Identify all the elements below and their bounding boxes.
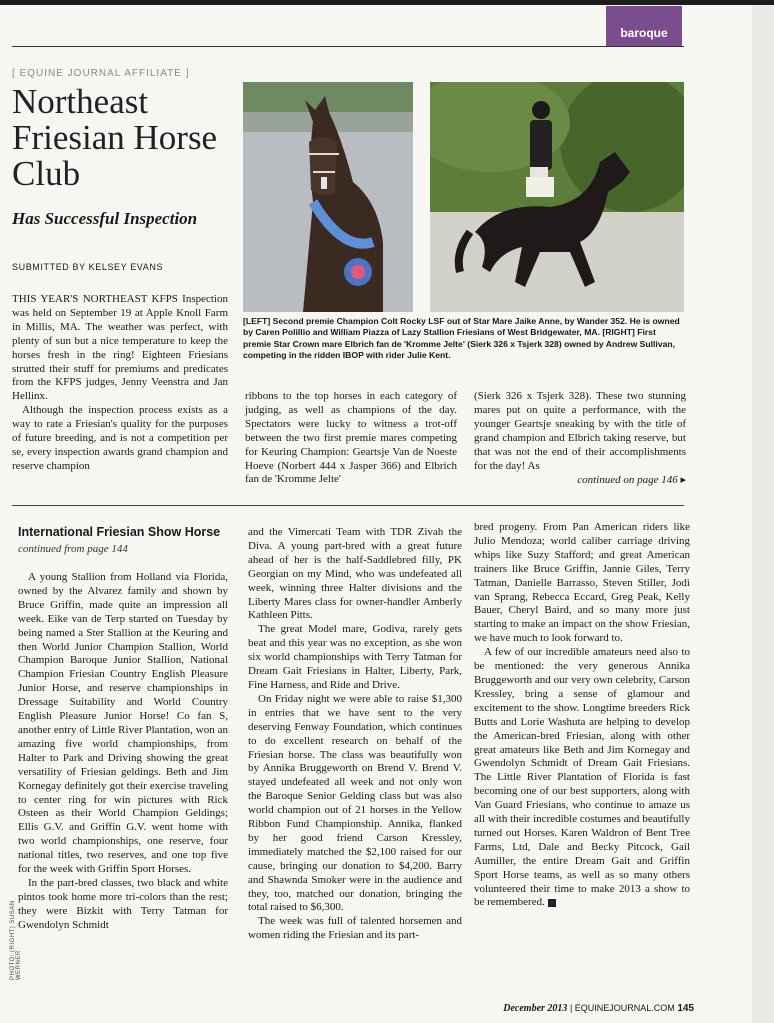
story-paragraph: In the part-bred classes, two black and white pintos took home more tri-colors than the rest; they were Bizkit with Terry Tatman for Gwendolyn Schmidt: [18, 876, 228, 931]
section-tab: baroque: [606, 6, 682, 46]
story-paragraph: A young Stallion from Holland via Florida, owned by the Alvarez family and shown by Bruce Griffin, made quite an impression all week. Eike van de Terp started on Tuesday by being named a Ster Stallion at the Keuring and then World Junior Champion Stallion, World Champion Baroque Junior Stallion, National Champion Friesian Country English Pleasure Junior Horse, and reserve championships in Dressage Suitability and World Country English Pleasure Junior Horse! Co fan S, another entry of Little River Plantation, won an amazing five world championships, from Halter to Park and Driving showing the great versatility of Friesian geldings. Beth and Jim Kornegay definitely got their exercise traveling to center ring for win pictures with Rick Osteen as their World Champion Geldings; Ellis G.V. and Griffin G.V. went home with two world championships, one reserve, four national titles, two reserves, and one top five for the week with Griffin Sport Horses.: [18, 571, 228, 876]
article-paragraph: (Sierk 326 x Tsjerk 328). These two stunning mares put on quite a performance, with the younger Geartsje sneaking by with the title of grand champion and Elbrich taking reserve, but that was not the end of their accomplishments for the day! As: [474, 390, 686, 472]
page-number: 145: [677, 1003, 694, 1014]
top-border: [0, 0, 774, 5]
intro-paragraph: THIS YEAR'S NORTHEAST KFPS Inspection was held on September 19 at Apple Knoll Farm in Millis, MA. The weather was perfect, with plenty of sun but a nice temperature to keep the horses fresh in the ring! Eighteen Friesians strutted their stuff for premiums and predicates from the KFPS judges, Jenny Veenstra and Jan Hellinx.: [12, 293, 228, 403]
page-footer: December 2013 | EQUINEJOURNAL.COM 145: [503, 1003, 694, 1014]
story-paragraph: The great Model mare, Godiva, rarely gets beat and this year was no exception, as she won six world championships with Terry Tatman for Dream Gait Friesians in Halter, Liberty, Park, Fine Harness, and Ride and Drive.: [248, 623, 462, 691]
story-heading: International Friesian Show Horse: [18, 525, 221, 539]
continued-from-note: continued from page 144: [18, 543, 128, 555]
article-title: Northeast Friesian Horse Club: [12, 82, 218, 193]
affiliate-label: [ EQUINE JOURNAL AFFILIATE ]: [12, 68, 190, 79]
story-column-c: [474, 521, 690, 910]
article-column: [474, 390, 686, 488]
photo-champion-colt: [243, 82, 413, 312]
continued-on-link[interactable]: continued on page 146 ▸: [577, 474, 686, 487]
photo-credit: PHOTO: (RIGHT) SUSAN WERNER: [10, 900, 22, 980]
photo-ridden-mare: [430, 82, 684, 312]
article-column: [245, 390, 457, 487]
intro-paragraph: Although the inspection process exists as a way to rate a Friesian's quality for the purposes of future breeding, and is not a competition per se, every inspection awards grand champion and reserve champion: [12, 404, 228, 472]
story-column-b: [248, 526, 462, 943]
byline: SUBMITTED BY KELSEY EVANS: [12, 262, 164, 272]
site-name: EQUINEJOURNAL.COM: [574, 1003, 675, 1013]
intro-column: [12, 293, 228, 474]
story-paragraph: On Friday night we were able to raise $1,300 in entries that we have sent to the very deserving Fenway Foundation, which continues to do excellent research on behalf of the Friesian horse. The class was beautifully won by Annika Bruggeworth on Brend V. Brend V. stayed undefeated all week and not only won the Baroque Senior Gelding class but was also world champion out of 21 horses in the Yellow Ribbon Fund Championship. Annika, flanked by her good friend Carson Kressley, immediately matched the $2,100 raised for our cause, bringing our donation to $4,200. Barry and Shawnda Smoker were in the audience and they, too, matched our donation, bringing the total raised to $6,300.: [248, 692, 462, 914]
article-paragraph: ribbons to the top horses in each category of judging, as well as champions of the day. Spectators were lucky to witness a trot-off between the two first premie mares competing for Keuring Champion: Geartsje Van de Noeste Hoeve (Norbert 444 x Jasper 366) and Elbrich fan de 'Kromme Jelte': [245, 390, 457, 486]
issue-date: December 2013: [503, 1003, 568, 1014]
story-paragraph: The week was full of talented horsemen and women riding the Friesian and its part-: [248, 915, 462, 942]
header-rule: [12, 46, 684, 47]
story-paragraph: and the Vimercati Team with TDR Zivah the Diva. A young part-bred with a great future ahead of her is the half-Saddlebred filly, PK Georgian on my Mind, who was undefeated all week, winning three Halter divisions and the Liberty Mares class for owner-handler Amberly Kathleen Pitts.: [248, 526, 462, 622]
end-mark-icon: [548, 899, 556, 907]
story-paragraph: bred progeny. From Pan American riders like Julio Mendoza; world caliber carriage driving whips like Suzy Stafford; and great American trainers like Bruce Griffin, Jannie Giles, Terry Tatman, Danielle Barrasso, Steven Stiller, Jodi van Sprang, Rebecca Eccard, Greg Peak, Kelly Bauer, Cheryl Baird, and so many more just starting to make an impact on the show Friesian, we have much to look forward to.: [474, 521, 690, 645]
photo-caption: [LEFT] Second premie Champion Colt Rocky LSF out of Star Mare Jaike Anne, by Wander 352. He is owned by Caren Polillio and William Piazza of Lazy Stallion Friesians of West Bridgewater, MA. [RIGHT] First premie Star Crown mare Elbrich fan de 'Kromme Jelte' (Sierk 326 x Tsjerk 328) owned by Andrew Sullivan, competing in the ridden IBOP with rider Julie Kent.: [243, 316, 680, 361]
article-subtitle: Has Successful Inspection: [12, 209, 198, 228]
story-paragraph: A few of our incredible amateurs need also to be mentioned: the very generous Annika Bruggeworth and our very own celebrity, Carson Kressley, bring a sense of glamour and excitement to the show. Longtime breeders Rick Butts and Lorie Washuta are helping to develop the American-bred Friesian, along with other great amateurs like Beth and Jim Kornegay and Gwendolyn Schmidt of Dream Gait Friesians. The Little River Plantation of Florida is fast becoming one of our best supporters, along with Van Guard Friesians, who continue to amaze us all with their incredible costumes and beautifully turned out Horses. Karen Waldron of Bent Tree Farms, Ltd, Dale and Becky Pitcock, Gail Aumiller, the entire Dream Gait and Griffin Sport Horse teams, as well as so many others volunteered their time to make 2013 a show to be remembered.: [474, 646, 690, 909]
story-column-a: [18, 571, 228, 933]
section-rule: [12, 505, 684, 506]
